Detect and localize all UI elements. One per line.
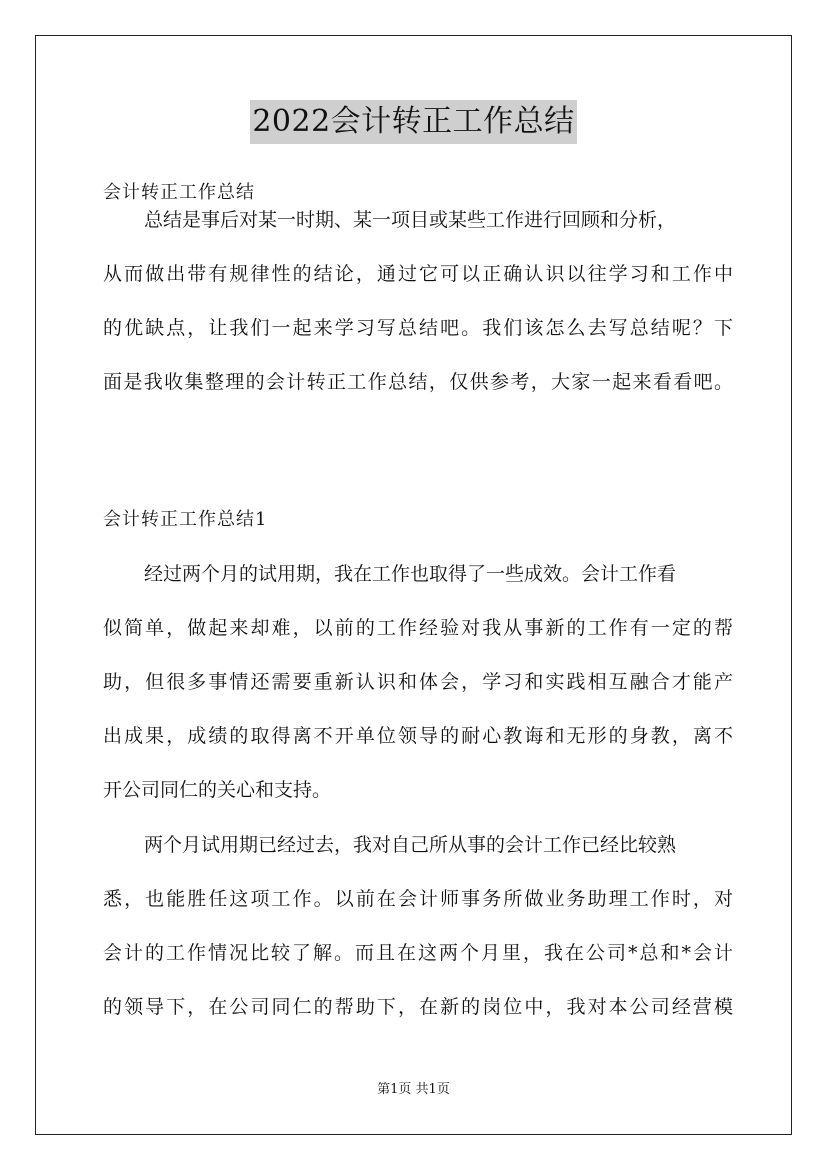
intro-heading: 会计转正工作总结 [103,182,255,203]
paragraph-line: 出成果，成绩的取得离不开单位领导的耐心教诲和无形的身教，离不 [103,725,733,747]
intro-paragraph [103,193,733,409]
paragraph-line: 会计的工作情况比较了解。而且在这两个月里，我在公司*总和*会计 [103,942,733,964]
paragraph-line: 似简单，做起来却难，以前的工作经验对我从事新的工作有一定的帮 [103,617,733,639]
paragraph-line: 经过两个月的试用期，我在工作也取得了一些成效。会计工作看 [144,563,677,585]
document-title: 2022会计转正工作总结 [250,100,576,144]
section1-paragraph-1 [103,547,733,817]
paragraph-line: 的优缺点，让我们一起来学习写总结吧。我们该怎么去写总结呢？下 [103,317,733,339]
title-container [0,100,827,144]
paragraph-line: 从而做出带有规律性的结论，通过它可以正确认识以往学习和工作中 [103,263,733,285]
paragraph-line: 面是我收集整理的会计转正工作总结，仅供参考，大家一起来看看吧。 [103,371,733,393]
paragraph-line: 的领导下，在公司同仁的帮助下，在新的岗位中，我对本公司经营模 [103,996,733,1018]
paragraph-line: 开公司同仁的关心和支持。 [103,779,332,801]
section1-paragraph-2 [103,818,733,1034]
paragraph-line: 两个月试用期已经过去，我对自己所从事的会计工作已经比较熟 [144,834,677,856]
paragraph-line: 助，但很多事情还需要重新认识和体会，学习和实践相互融合才能产 [103,671,733,693]
paragraph-line: 总结是事后对某一时期、某一项目或某些工作进行回顾和分析， [144,209,677,231]
page-footer: 第1页 共1页 [377,1082,450,1097]
section-heading: 会计转正工作总结1 [103,509,268,530]
paragraph-line: 悉，也能胜任这项工作。以前在会计师事务所做业务助理工作时，对 [103,888,733,910]
